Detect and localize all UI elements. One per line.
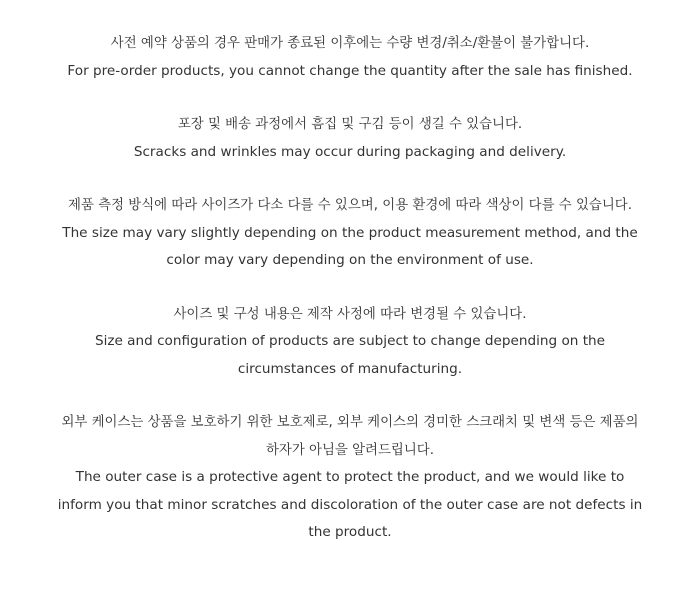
notice-section-outer-case [54,409,646,547]
notice-text-en: The outer case is a protective agent to protect the product, and we would like to inform you that minor scratches and discoloration of the outer case are not defects in the product. [57,469,643,540]
notice-text-en: Scracks and wrinkles may occur during packaging and delivery. [133,143,567,160]
notice-section-preorder [54,30,646,85]
notice-section-packaging [54,111,646,166]
notice-text-en: For pre-order products, you cannot change the quantity after the sale has finished. [67,62,633,79]
notice-text-ko: 포장 및 배송 과정에서 흠집 및 구김 등이 생길 수 있습니다. [177,117,523,132]
notice-text-en: The size may vary slightly depending on the product measurement method, and the color may vary depending on the environment of use. [62,224,638,268]
notice-text-ko: 제품 측정 방식에 따라 사이즈가 다소 다를 수 있으며, 이용 환경에 따라 색상이 다를 수 있습니다. [68,198,632,213]
notice-text-ko: 외부 케이스는 상품을 보호하기 위한 보호제로, 외부 케이스의 경미한 스크래치 및 변색 등은 제품의 하자가 아님을 알려드립니다. [61,415,639,458]
notice-text-ko: 사전 예약 상품의 경우 판매가 종료된 이후에는 수량 변경/취소/환불이 불가합니다. [110,36,590,51]
notice-section-configuration [54,301,646,384]
notice-text-en: Size and configuration of products are subject to change depending on the circumstances of manufacturing. [94,333,606,377]
notice-section-size-color [54,192,646,275]
notice-text-ko: 사이즈 및 구성 내용은 제작 사정에 따라 변경될 수 있습니다. [173,306,527,322]
